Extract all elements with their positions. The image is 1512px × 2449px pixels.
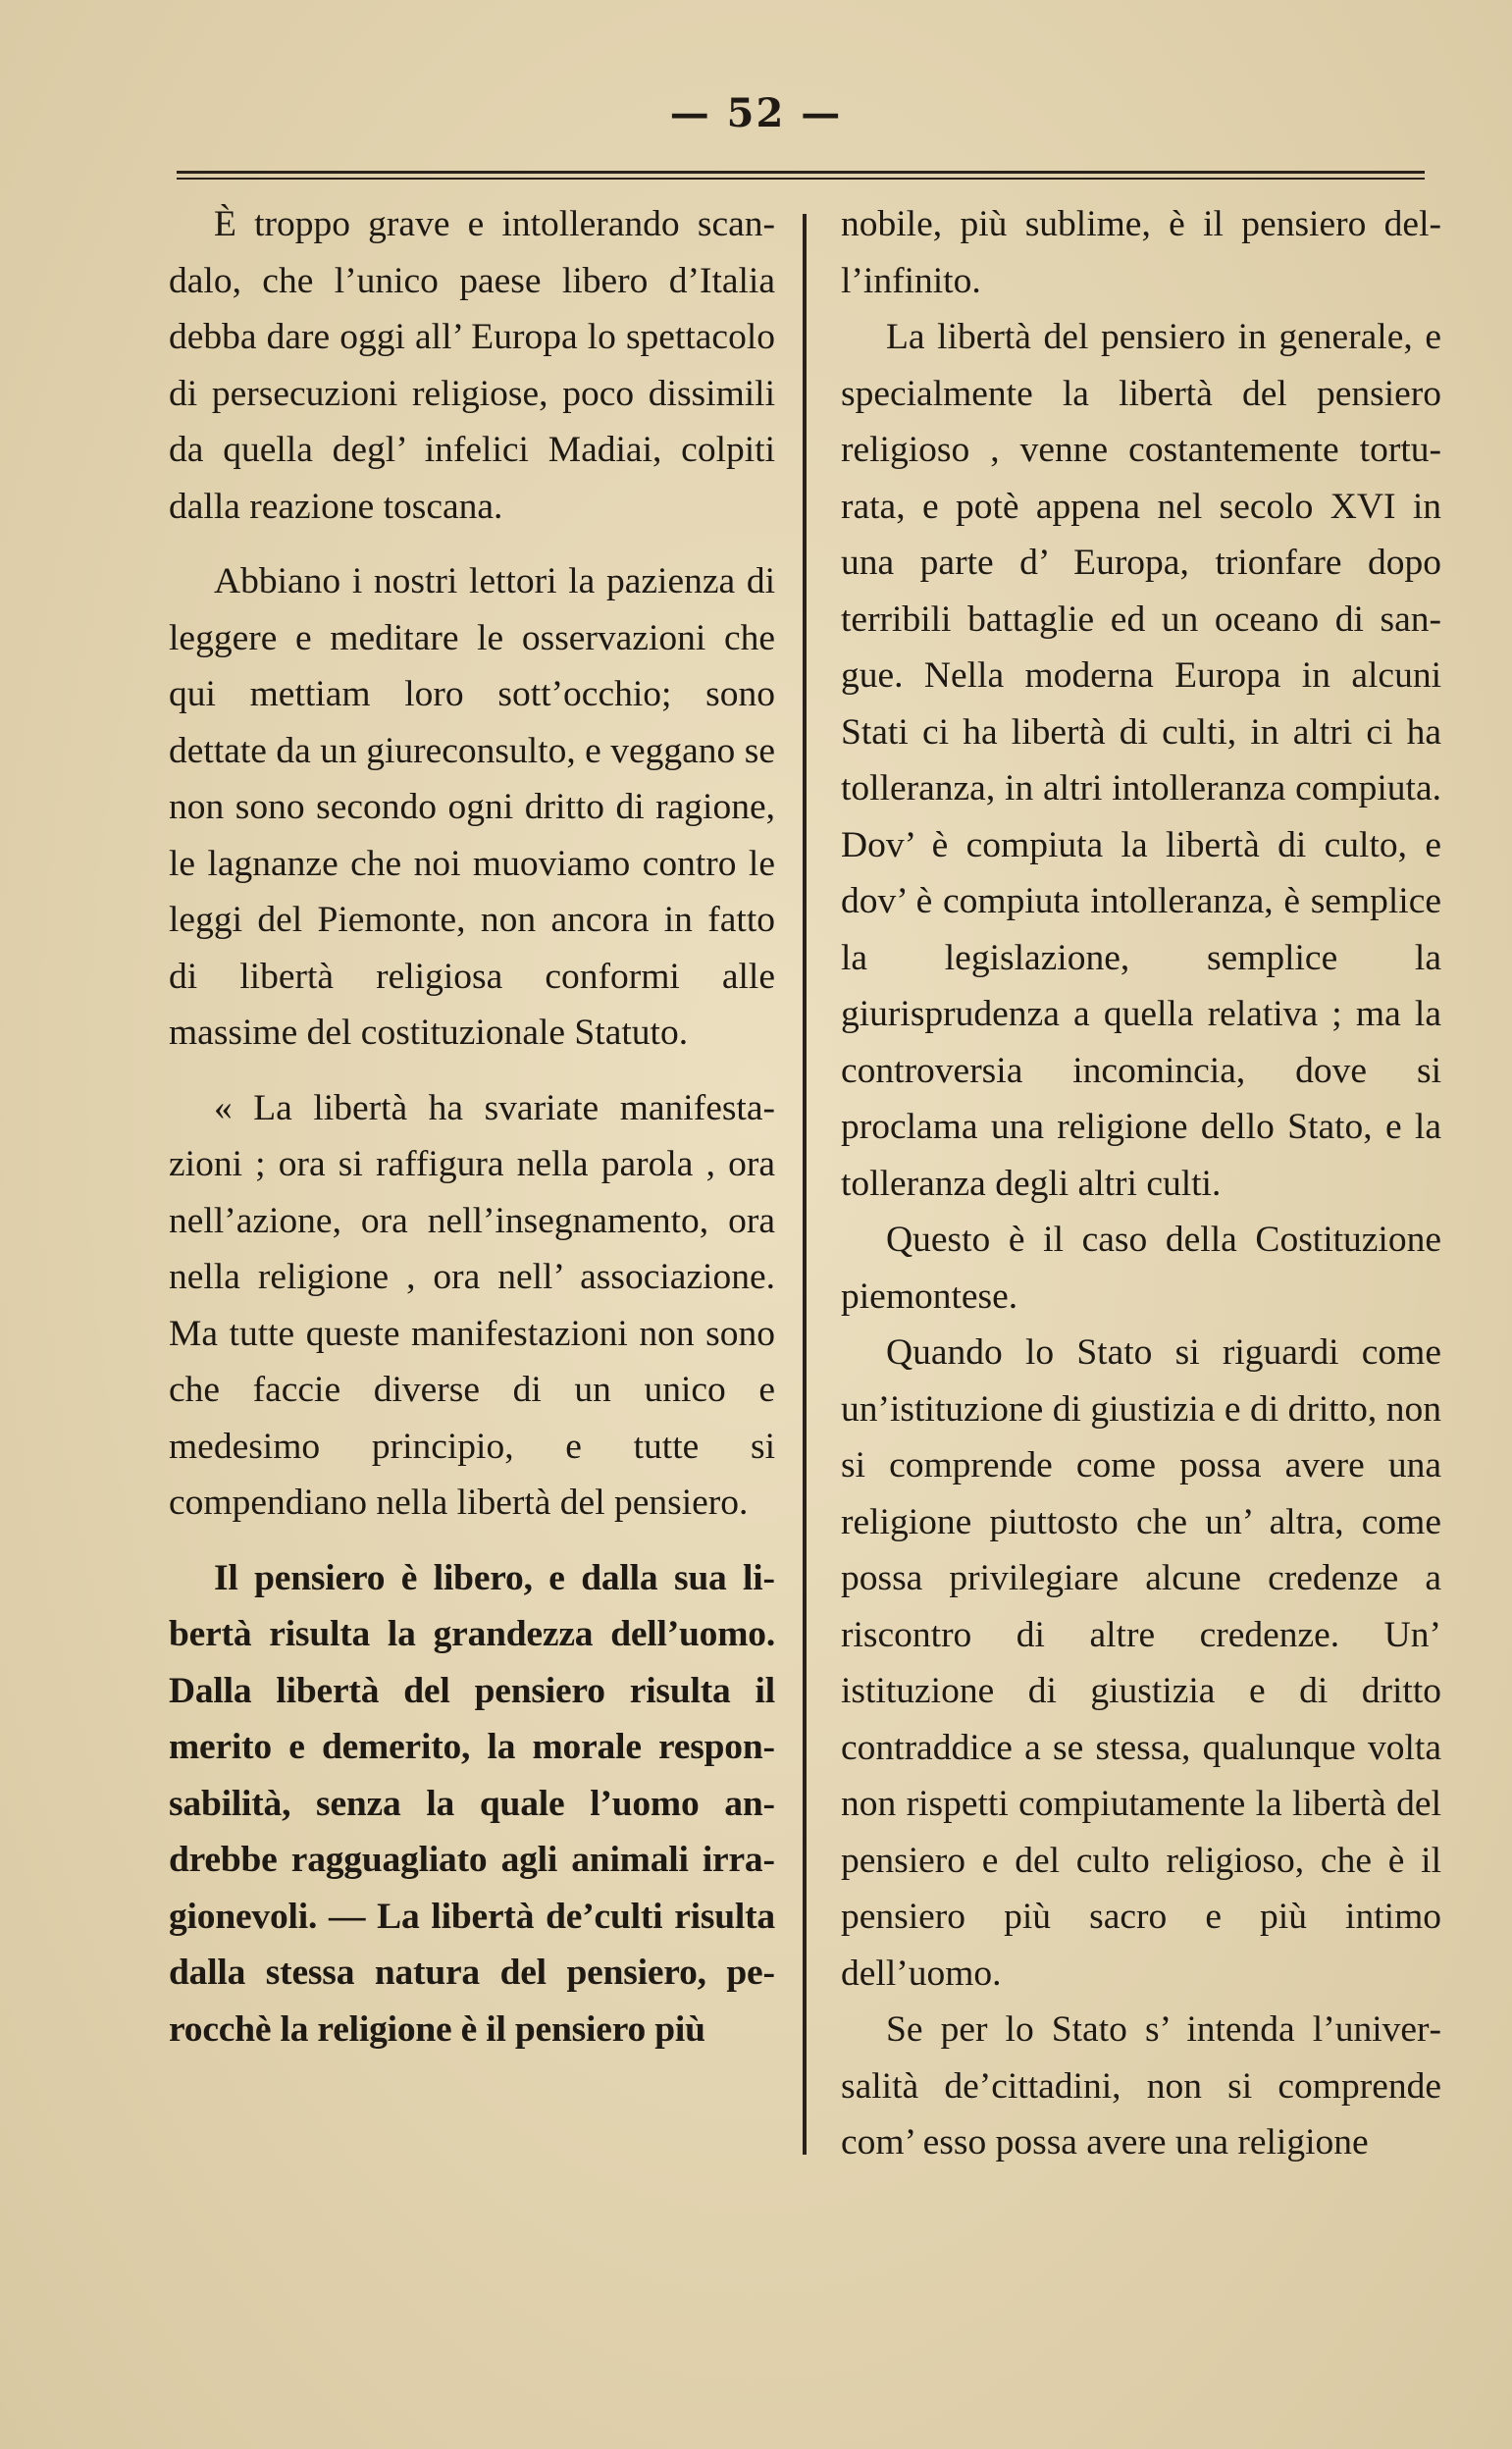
paragraph-left-2: Abbiano i nostri lettori la pazienza di leggere e meditare le osservazioni che qui mettiam loro sott’occhio; sono dettate da un giureconsulto, e veggano se non sono secondo ogni dritto di ragione, le lagnanze che noi muoviamo contro le leggi del Piemonte, non ancora in fatto di libertà religiosa conformi alle massime del costituzionale Statuto. xyxy=(169,561,775,1053)
page-number: — 52 — xyxy=(669,90,843,136)
paragraph-left-1: È troppo grave e intollerando scandalo, che l’unico paese libero d’Italia debba dare oggi all’ Europa lo spettacolo di persecuzioni religiose, poco dissimili da quella degl’ infelici Madiai, colpiti dalla reazione toscana. xyxy=(169,204,775,527)
right-column xyxy=(841,196,1441,2171)
paragraph-left-3: « La libertà ha svariate manifestazioni ; ora si raffigura nella parola , ora nell’azione, ora nell’insegnamento, ora nella religione , ora nell’ associazione. Ma tutte queste manifestazioni non sono che faccie diverse di un unico e medesimo principio, e tutte si compendiano nella libertà del pensiero. xyxy=(169,1087,775,1523)
paragraph-right-4: Quando lo Stato si riguardi come un’istituzione di giustizia e di dritto, non si comprende come possa avere una religione piuttosto che un’ altra, come possa privilegiare alcune credenze a riscontro di altre credenze. Un’ istituzione di giustizia e di dritto contraddice a se stessa, qualunque volta non rispetti compiutamente la libertà del pensiero e del culto religioso, che è il pensiero più sacro e più intimo dell’uomo. xyxy=(841,1332,1441,1994)
left-column xyxy=(169,196,775,2058)
paragraph-right-3: Questo è il caso della Costituzione piemontese. xyxy=(841,1220,1441,1317)
paragraph-left-4: Il pensiero è libero, e dalla sua libertà risulta la grandezza dell’uomo. Dalla libertà del pensiero risulta il merito e demerito, la morale responsabilità, senza la quale l’uomo andrebbe ragguagliato agli animali irragionevoli. — La libertà de’culti risulta dalla stessa natura del pensiero, perocchè la religione è il pensiero più xyxy=(169,1557,775,2050)
paragraph-right-1: nobile, più sublime, è il pensiero dell’infinito. xyxy=(841,204,1441,301)
paragraph-right-2: La libertà del pensiero in generale, e specialmente la libertà del pensiero religioso , venne costantemente torturata, e potè appena nel secolo XVI in una parte d’ Europa, trionfare dopo terribili battaglie ed un oceano di sangue. Nella moderna Europa in alcuni Stati ci ha libertà di culti, in altri ci ha tolleranza, in altri intolleranza compiuta. Dov’ è compiuta la libertà di culto, e dov’ è compiuta intolleranza, è semplice la legislazione, semplice la giurisprudenza a quella relativa ; ma la controversia incomincia, dove si proclama una religione dello Stato, e la tolleranza degli altri culti. xyxy=(841,317,1441,1204)
paragraph-right-5: Se per lo Stato s’ intenda l’universalità de’cittadini, non si comprende com’ esso possa avere una religione xyxy=(841,2009,1441,2162)
column-divider xyxy=(803,214,807,2155)
header-rule xyxy=(177,171,1425,180)
